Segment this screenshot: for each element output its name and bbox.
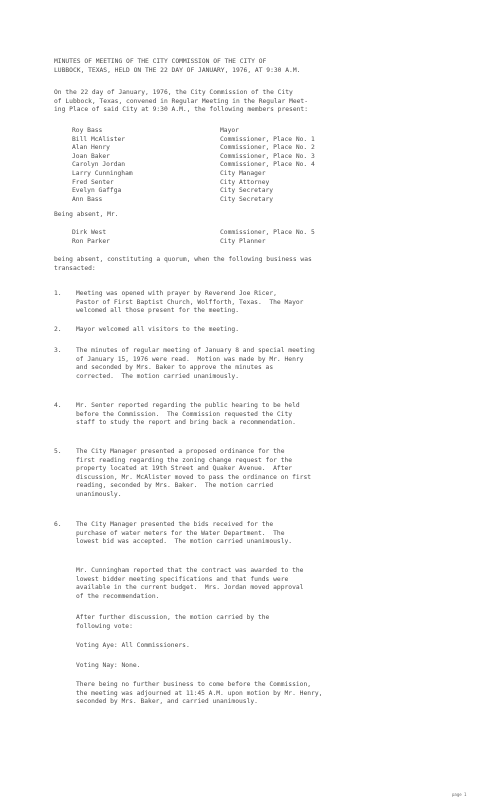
roster-row — [72, 196, 432, 205]
member-name: Roy Bass — [72, 127, 103, 134]
item-text: The minutes of regular meeting of January 8 and special meeting of January 15, 1976 were read. Motion was made by Mr. Henry and seconded by Mrs. Baker to approve the minutes as corrected. The motion carried unanimously. — [76, 347, 315, 380]
member-name: Dirk West — [72, 229, 107, 236]
roster-row — [72, 170, 432, 179]
member-name: Ann Bass — [72, 195, 103, 203]
member-role: Commissioner, Place No. 5 — [220, 229, 315, 236]
item-number: 3. — [54, 347, 62, 354]
roster-row — [72, 179, 432, 188]
member-role: City Manager — [220, 169, 266, 177]
member-role: City Secretary — [220, 195, 274, 203]
roster-row — [72, 144, 432, 153]
body-paragraph: Mr. Cunningham reported that the contract was awarded to the lowest bidder meeting specifications and that funds were available in the current budget. Mrs. Jordan moved approval of the recommendation. — [76, 567, 304, 600]
roster-row — [72, 229, 432, 238]
quorum-paragraph: being absent, constituting a quorum, when the following business was transacted: — [54, 256, 312, 272]
item-number: 5. — [54, 448, 62, 455]
intro-paragraph: On the 22 day of January, 1976, the City Commission of the City of Lubbock, Texas, convened in Regular Meeting in the Regular Meet- ing Place of said City at 9:30 A.M., the following members present: — [54, 89, 309, 114]
item-number: 1. — [54, 290, 62, 297]
item-number: 2. — [54, 326, 62, 333]
member-name: Larry Cunningham — [72, 169, 133, 177]
roster-row — [72, 136, 432, 145]
member-role: City Planner — [220, 237, 266, 245]
member-role: Commissioner, Place No. 3 — [220, 152, 315, 160]
member-name: Carolyn Jordan — [72, 161, 126, 169]
roster-row — [72, 187, 432, 196]
member-role: City Secretary — [220, 187, 274, 195]
item-number: 6. — [54, 521, 62, 528]
closing-paragraph: There being no further business to come before the Commission, the meeting was adjourned at 11:45 A.M. upon motion by Mr. Henry, seconded by Mrs. Baker, and carried unanimously. — [76, 681, 323, 706]
vote-nay-line: Voting Nay: None. — [76, 662, 141, 669]
vote-aye-line: Voting Aye: All Commissioners. — [76, 642, 190, 649]
item-number: 4. — [54, 402, 62, 409]
member-role: City Attorney — [220, 178, 270, 186]
member-role: Mayor — [220, 127, 239, 134]
member-name: Ron Parker — [72, 237, 110, 245]
item-text: The City Manager presented a proposed ordinance for the first reading regarding the zoning change request for the property located at 19th Street and Quaker Avenue. After discussion, Mr. McAlister moved to pass the ordinance on first reading, seconded by Mrs. Baker. The motion carried unanimously. — [76, 448, 312, 498]
item-text: Mayor welcomed all visitors to the meeting. — [76, 326, 240, 333]
absent-members-list — [72, 229, 432, 246]
member-role: Commissioner, Place No. 1 — [220, 135, 315, 143]
member-role: Commissioner, Place No. 4 — [220, 161, 315, 169]
member-name: Fred Senter — [72, 178, 114, 186]
document-title: MINUTES OF MEETING OF THE CITY COMMISSION OF THE CITY OF LUBBOCK, TEXAS, HELD ON THE 22 DAY OF JANUARY, 1976, AT 9:30 A.M. — [54, 58, 301, 74]
item-text: Meeting was opened with prayer by Reverend Joe Ricer, Pastor of First Baptist Church, Wolfforth, Texas. The Mayor welcomed all those present for the meeting. — [76, 290, 304, 315]
body-paragraph: After further discussion, the motion carried by the following vote: — [76, 614, 270, 630]
page-footer: page 1 — [452, 792, 467, 797]
member-role: Commissioner, Place No. 2 — [220, 144, 315, 152]
roster-row — [72, 153, 432, 162]
member-name: Bill McAlister — [72, 135, 126, 143]
present-members-list — [72, 127, 432, 204]
roster-row — [72, 127, 432, 136]
roster-row — [72, 238, 432, 247]
being-absent-label: Being absent, Mr. — [54, 211, 119, 218]
item-text: The City Manager presented the bids received for the purchase of water meters for the Water Department. The lowest bid was accepted. The motion carried unanimously. — [76, 521, 293, 546]
item-text: Mr. Senter reported regarding the public hearing to be held before the Commission. The Commission requested the City staff to study the report and bring back a recommendation. — [76, 402, 300, 427]
member-name: Evelyn Gaffga — [72, 187, 122, 195]
member-name: Alan Henry — [72, 144, 110, 152]
member-name: Joan Baker — [72, 152, 110, 160]
roster-row — [72, 161, 432, 170]
